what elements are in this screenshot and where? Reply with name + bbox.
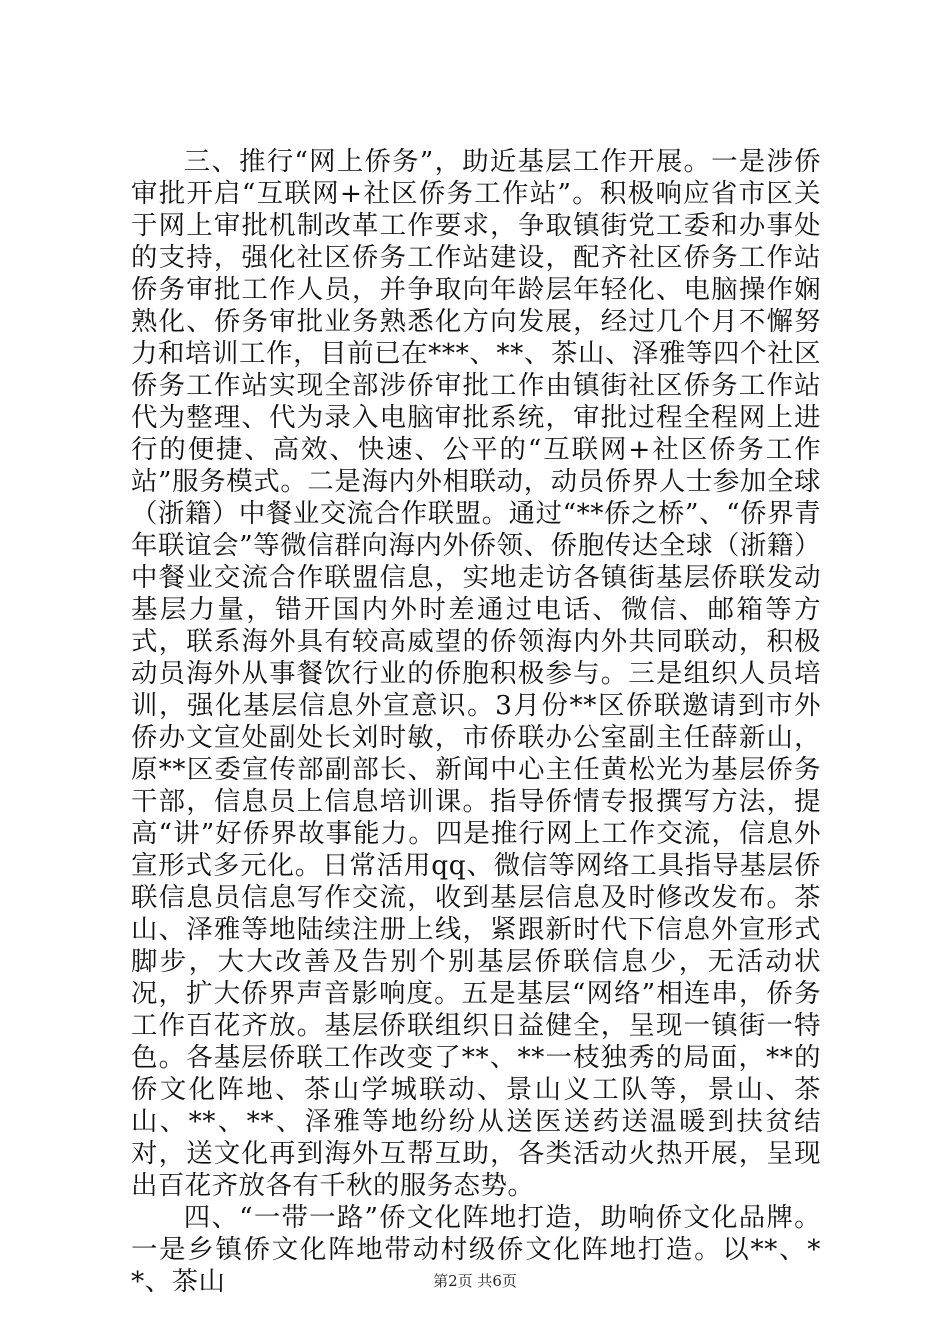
page-number-label: 第2页 共6页 bbox=[433, 1272, 517, 1290]
paragraph-section-three: 三、推行“网上侨务”，助近基层工作开展。一是涉侨审批开启“互联网+社区侨务工作站”。积极响应省市区关于网上审批机制改革工作要求，争取镇街党工委和办事处的支持，强化社区侨务工作站建设，配齐社区侨务工作站侨务审批工作人员，并争取向年龄层年轻化、电脑操作娴熟化、侨务审批业务熟悉化方向发展，经过几个月不懈努力和培训工作，目前已在***、**、茶山、泽雅等四个社区侨务工作站实现全部涉侨审批工作由镇街社区侨务工作站代为整理、代为录入电脑审批系统，审批过程全程网上进行的便捷、高效、快速、公平的“互联网+社区侨务工作站”服务模式。二是海内外相联动，动员侨界人士参加全球（浙籍）中餐业交流合作联盟。通过“**侨之桥”、“侨界青年联谊会”等微信群向海内外侨领、侨胞传达全球（浙籍）中餐业交流合作联盟信息，实地走访各镇街基层侨联发动基层力量，错开国内外时差通过电话、微信、邮箱等方式，联系海外具有较高威望的侨领海内外共同联动，积极动员海外从事餐饮行业的侨胞积极参与。三是组织人员培训，强化基层信息外宣意识。3月份**区侨联邀请到市外侨办文宣处副处长刘时敏，市侨联办公室副主任薛新山，原**区委宣传部副部长、新闻中心主任黄松光为基层侨务干部，信息员上信息培训课。指导侨情专报撰写方法，提高“讲”好侨界故事能力。四是推行网上工作交流，信息外宣形式多元化。日常活用qq、微信等网络工具指导基层侨联信息员信息写作交流，收到基层信息及时修改发布。茶山、泽雅等地陆续注册上线，紧跟新时代下信息外宣形式脚步，大大改善及告别个别基层侨联信息少，无活动状况，扩大侨界声音影响度。五是基层“网络”相连串，侨务工作百花齐放。基层侨联组织日益健全，呈现一镇街一特色。各基层侨联工作改变了**、**一枝独秀的局面，**的侨文化阵地、茶山学城联动、景山义工队等，景山、茶山、**、**、泽雅等地纷纷从送医送药送温暖到扶贫结对，送文化再到海外互帮互助，各类活动火热开展，呈现出百花齐放各有千秋的服务态势。 bbox=[131, 146, 821, 1201]
page-footer bbox=[0, 1271, 950, 1291]
paragraph-section-four: 四、“一带一路”侨文化阵地打造，助响侨文化品牌。一是乡镇侨文化阵地带动村级侨文化阵地打造。以**、**、茶山 bbox=[131, 1202, 821, 1297]
document-body bbox=[131, 146, 821, 1298]
